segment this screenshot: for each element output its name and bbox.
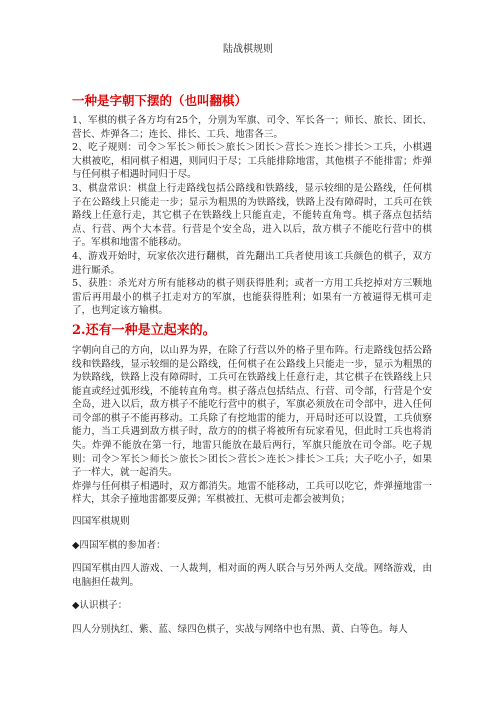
rule-item-1: 1、军棋的棋子各方均有25个，分别为军旗、司令、军长各一；师长、旅长、团长、营长、炸弹各二；连长、排长、工兵、地雷各三。 <box>72 115 432 140</box>
rule-item-4: 4、游戏开始时，玩家依次进行翻棋，首先翻出工兵者使用该工兵颜色的棋子，双方进行厮杀。 <box>72 250 432 276</box>
bullet-participants: ◆四国军棋的参加者： <box>72 539 166 551</box>
pieces-paragraph: 四人分别执红、紫、蓝、绿四色棋子，实战与网络中也有黑、黄、白等色。每人 <box>72 624 408 635</box>
document-title: 陆战棋规则 <box>223 44 273 55</box>
document-body <box>72 94 432 637</box>
rule-item-3: 3、棋盘常识：棋盘上行走路线包括公路线和铁路线，显示较细的是公路线，任何棋子在公路线上只能走一步；显示为粗黑的为铁路线，铁路上没有障碍时，工兵可在铁路线上任意行走，其它棋子在铁路线上只能直走，不能转直角弯。棋子落点包括结点、行营、两个大本营。行营是个安全岛，进入以后，敌方棋子不能吃行营中的棋子。军棋和地雷不能移动。 <box>72 182 432 249</box>
section3-title: 四国军棋规则 <box>72 516 130 528</box>
rule-item-2: 2、吃子规则：司令＞军长＞师长＞旅长＞团长＞营长＞连长＞排长＞工兵，小棋遇大棋被吃，相同棋子相遇，则同归于尽；工兵能排除地雷，其他棋子不能排雷；炸弹与任何棋子相遇时同归于尽。 <box>72 142 432 181</box>
section2-paragraph-1: 字朝向自己的方向，以山界为界，在除了行营以外的格子里布阵。行走路线包括公路线和铁路线，显示较细的是公路线，任何棋子在公路线上只能走一步，显示为粗黑的为铁路线，铁路上没有障碍时，工兵可在铁路线上任意行走，其它棋子在铁路线上只能直或经过弧形线，不能转直角弯。棋子落点包括结点、行营、司令部，行营是个安全岛，进入以后，敌方棋子不能吃行营中的棋子，军旗必须放在司令部中，进入任何司令部的棋子不能再移动。工兵除了有挖地雷的能力，开局时还可以设置，工兵侦察能力，当工兵遇到敌方棋子时，敌方的的棋子将被所有玩家看见，但此时工兵也将消失。炸弹不能放在第一行，地雷只能放在最后两行，军旗只能放在司令部。吃子规则：司令＞军长＞师长＞旅长＞团长＞营长＞连长＞排长＞工兵；大子吃小子，如果子一样大，就一起消失。 <box>72 344 432 479</box>
section2-paragraph-2: 炸弹与任何棋子相遇时，双方都消失。地雷不能移动，工兵可以吃它，炸弹撞地雷一样大，其余子撞地雷都要反弹；军棋被扛、无棋可走都会被判负； <box>72 480 432 506</box>
participants-paragraph: 四国军棋由四人游戏、一人裁判，相对面的两人联合与另外两人交战。网络游戏，由电脑担任裁判。 <box>72 563 432 588</box>
section1-heading: 一种是字朝下摆的（也叫翻棋） <box>72 93 248 108</box>
bullet-pieces: ◆认识棋子： <box>72 600 128 612</box>
rule-item-5: 5、获胜：杀光对方所有能移动的棋子则获得胜利；或者一方用工兵挖掉对方三颗地雷后再用最小的棋子扛走对方的军旗，也能获得胜利；如果有一方被逼得无棋可走了，也判定该方输棋。 <box>72 278 432 317</box>
section2-heading: 2.还有一种是立起来的。 <box>72 322 216 338</box>
